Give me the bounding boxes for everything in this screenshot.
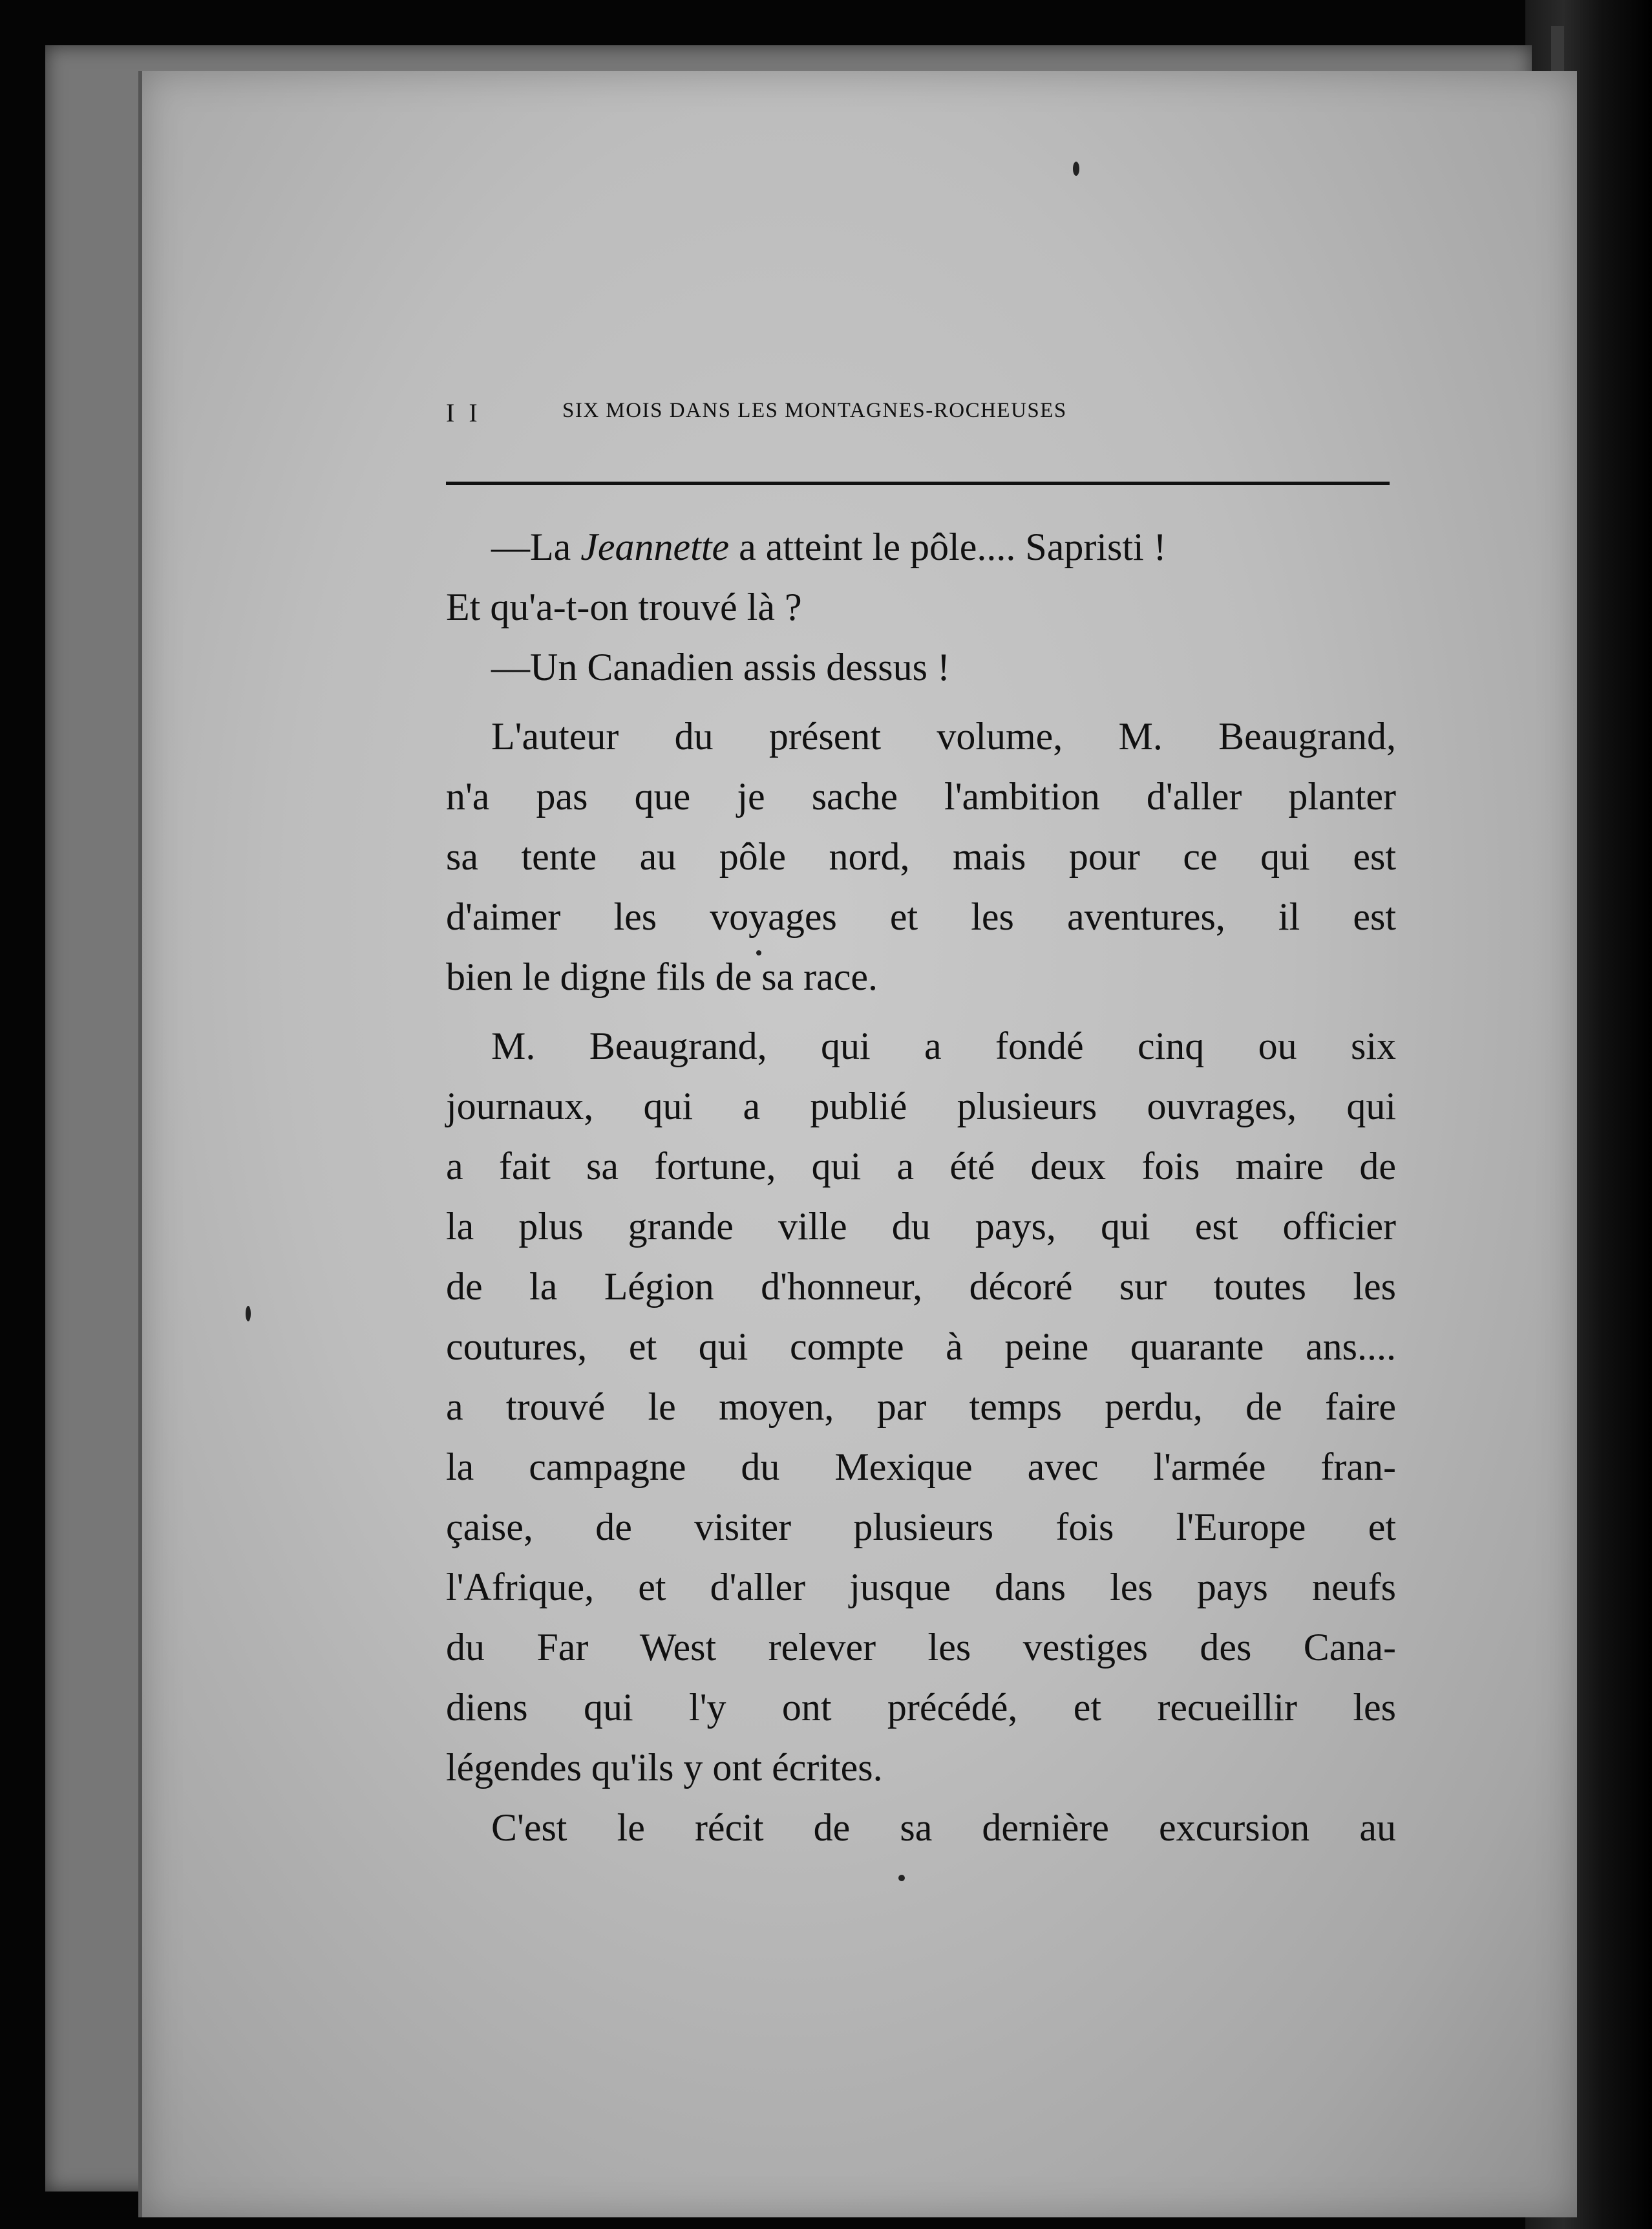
body-text xyxy=(446,517,1396,1858)
header-rule xyxy=(446,482,1390,485)
text-line: n'a pas que je sache l'ambition d'aller planter xyxy=(446,775,1396,818)
text-line: M. Beaugrand, qui a fondé cinq ou six xyxy=(491,1025,1396,1067)
page-border xyxy=(45,45,1532,2192)
text-line: du Far West relever les vestiges des Cana- xyxy=(446,1626,1396,1669)
text-line: l'Afrique, et d'aller jusque dans les pays neufs xyxy=(446,1566,1396,1608)
text-line: diens qui l'y ont précédé, et recueillir les xyxy=(446,1686,1396,1729)
scan-speck xyxy=(246,1306,251,1321)
text-line: —Un Canadien assis dessus ! xyxy=(491,646,950,688)
text-line: de la Légion d'honneur, décoré sur toutes les xyxy=(446,1265,1396,1308)
text-line: la plus grande ville du pays, qui est officier xyxy=(446,1205,1396,1248)
scan-speck xyxy=(1073,162,1079,176)
text-line: coutures, et qui compte à peine quarante ans.... xyxy=(446,1325,1396,1368)
text-line: bien le digne fils de sa race. xyxy=(446,955,878,998)
text-line: L'auteur du présent volume, M. Beaugrand, xyxy=(491,715,1396,758)
text-line: a fait sa fortune, qui a été deux fois maire de xyxy=(446,1145,1396,1188)
text-line: sa tente au pôle nord, mais pour ce qui est xyxy=(446,835,1396,878)
text-line: a trouvé le moyen, par temps perdu, de faire xyxy=(446,1385,1396,1428)
running-head-title: SIX MOIS DANS LES MONTAGNES-ROCHEUSES xyxy=(562,399,1067,422)
page-number: I I xyxy=(446,398,482,427)
text-line: la campagne du Mexique avec l'armée fran- xyxy=(446,1445,1396,1488)
ship-name: Jeannette xyxy=(580,526,730,568)
book-page xyxy=(142,71,1577,2217)
scan-speck xyxy=(898,1875,905,1881)
running-head xyxy=(446,398,1396,436)
text-line: journaux, qui a publié plusieurs ouvrages, qui xyxy=(446,1085,1396,1127)
text-line: d'aimer les voyages et les aventures, il est xyxy=(446,895,1396,938)
text-line: légendes qu'ils y ont écrites. xyxy=(446,1746,883,1789)
text-line: C'est le récit de sa dernière excursion au xyxy=(491,1806,1396,1849)
text-line: çaise, de visiter plusieurs fois l'Europe et xyxy=(446,1506,1396,1548)
text-line: —La Jeannette a atteint le pôle.... Sapristi ! xyxy=(491,526,1167,568)
text-line: Et qu'a-t-on trouvé là ? xyxy=(446,586,802,628)
scan-speck xyxy=(756,950,761,955)
